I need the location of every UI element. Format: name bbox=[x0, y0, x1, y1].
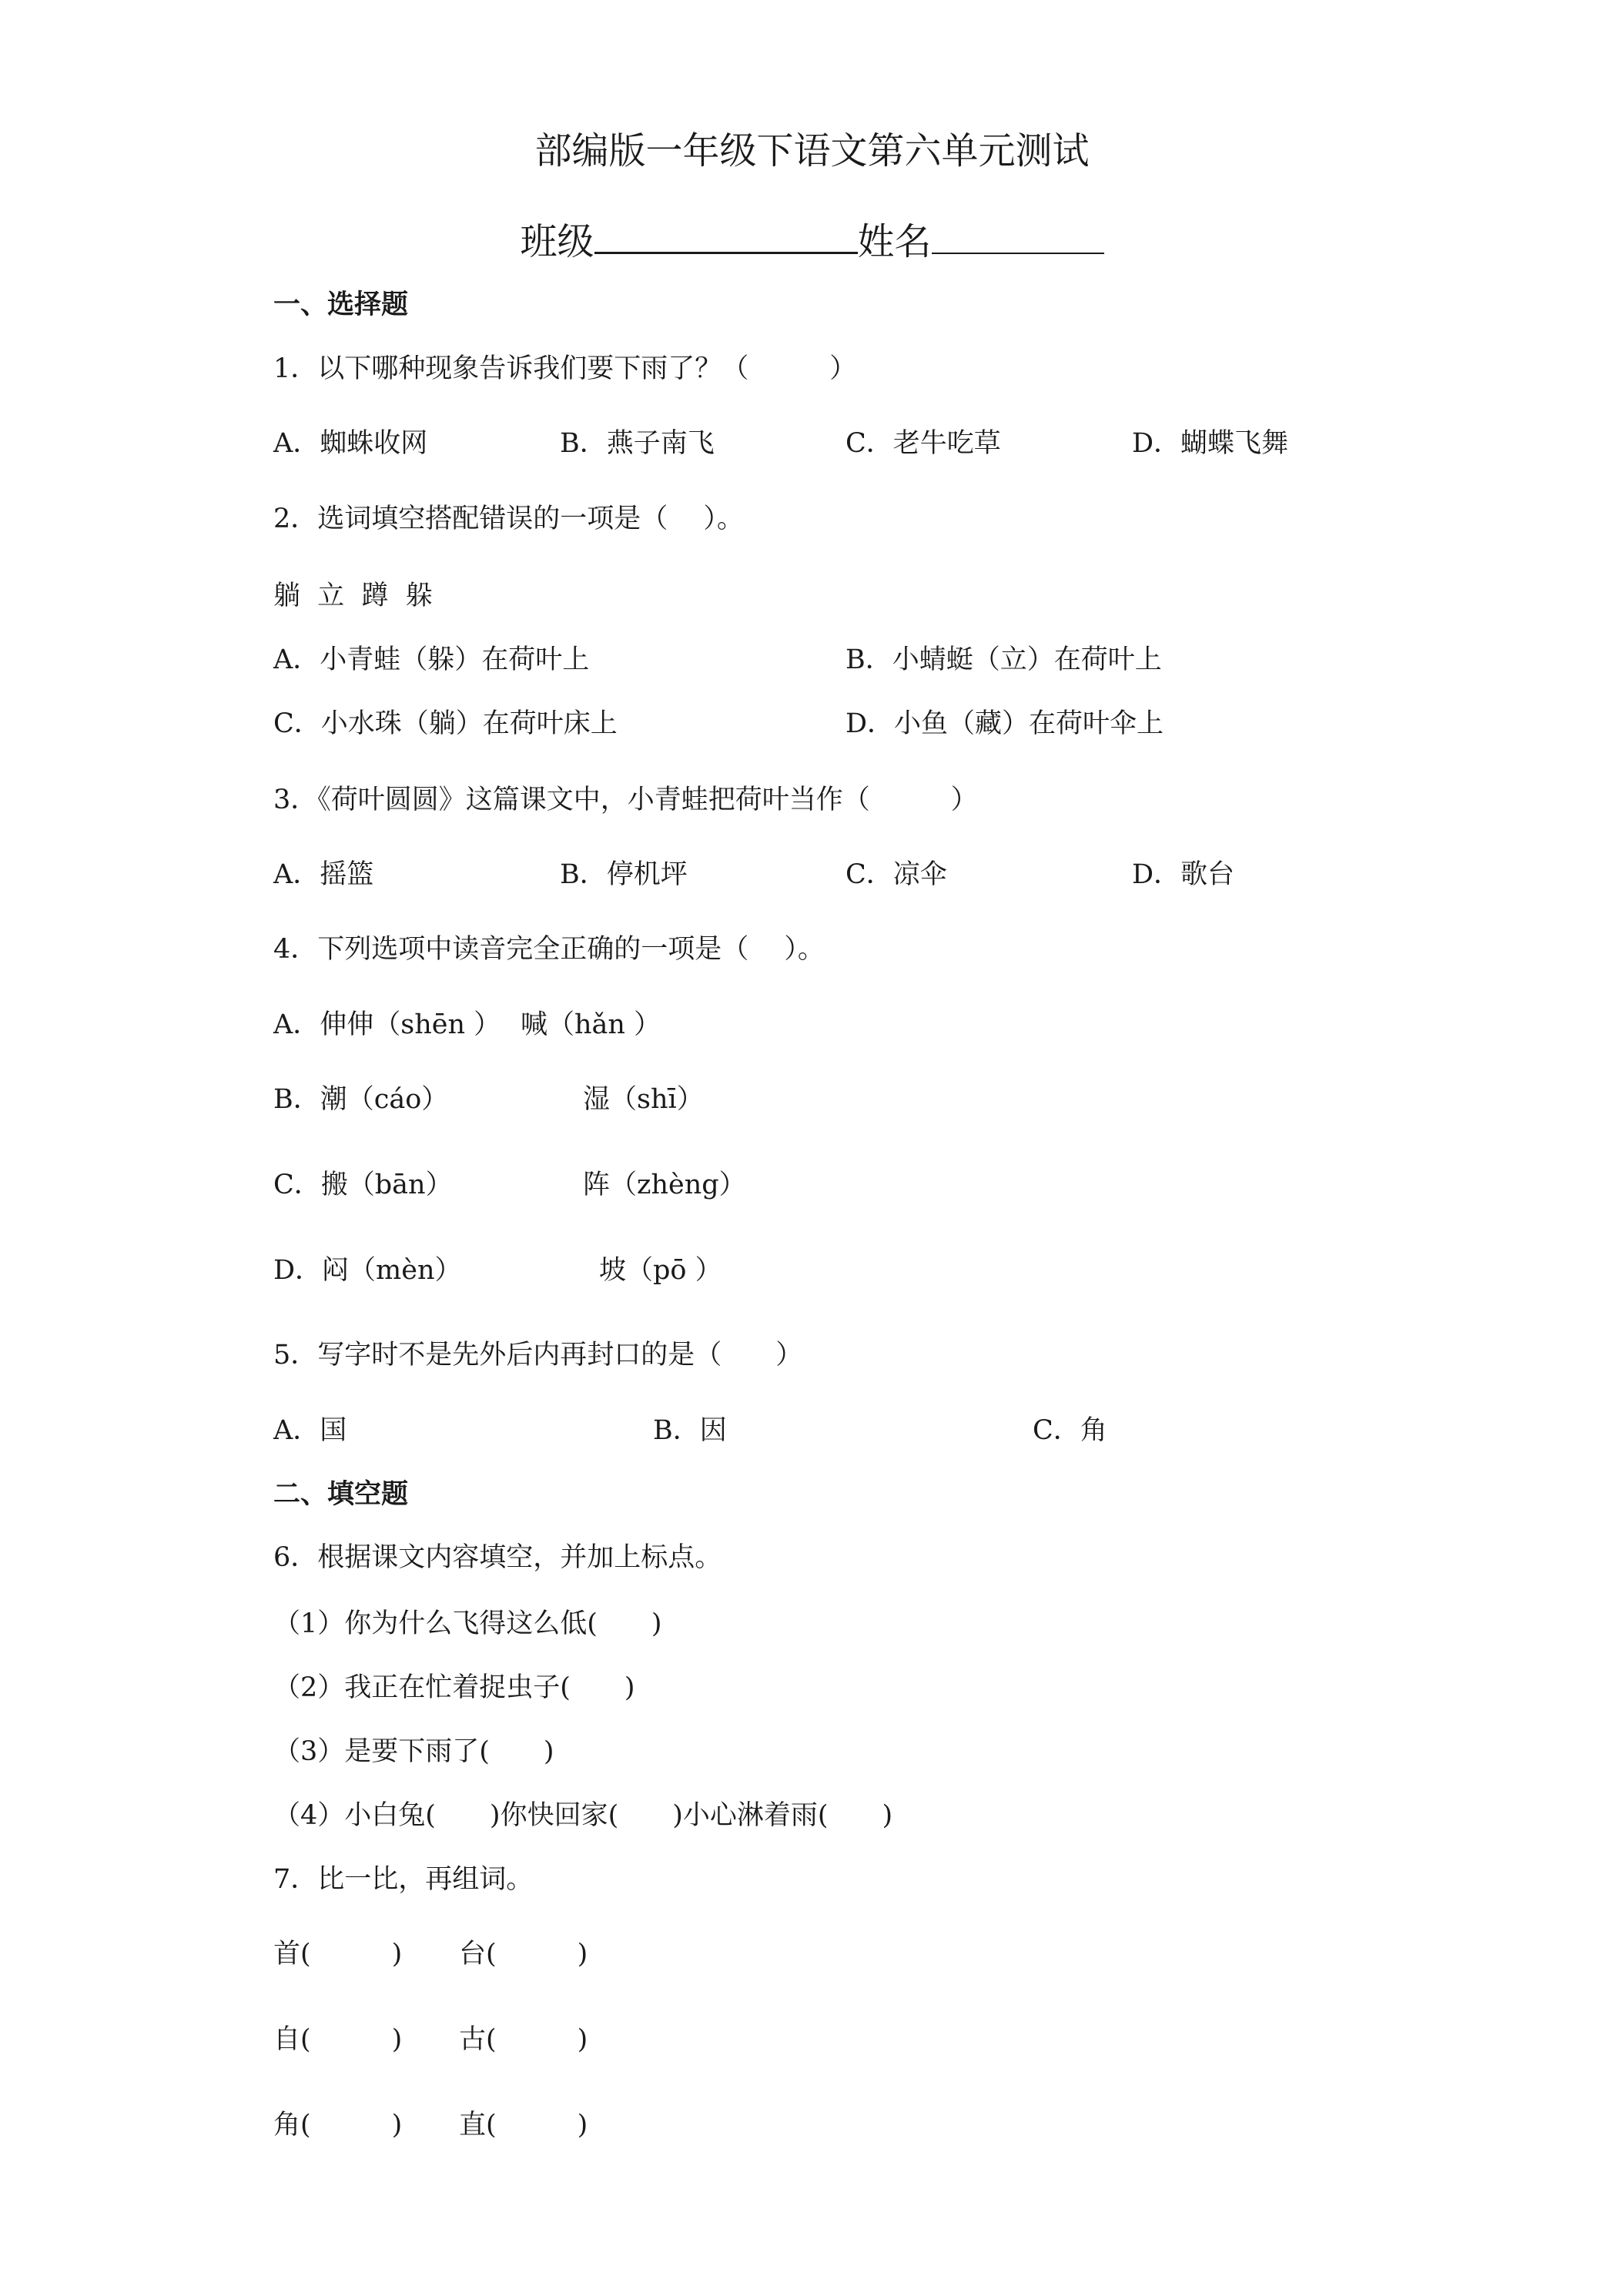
question-3-stem: 3．《荷叶圆圆》这篇课文中，小青蛙把荷叶当作（ ） bbox=[273, 785, 978, 815]
question-2-option-a[interactable]: A．小青蛙（躲）在荷叶上 bbox=[273, 644, 590, 675]
question-7-item-3a[interactable]: 角( ) bbox=[273, 2110, 403, 2140]
question-7-stem: 7．比一比，再组词。 bbox=[273, 1864, 534, 1895]
question-4-option-b-part2: 湿（shī） bbox=[583, 1084, 704, 1115]
question-6-item-4[interactable]: （4）小白兔( )你快回家( )小心淋着雨( ) bbox=[273, 1800, 893, 1831]
question-4-option-a-part1[interactable]: A．伸伸（shēn ） bbox=[273, 1009, 501, 1040]
question-2-word-bank: 躺 立 蹲 躲 bbox=[273, 581, 433, 611]
question-2-option-b[interactable]: B．小蜻蜓（立）在荷叶上 bbox=[845, 644, 1162, 675]
class-name-line bbox=[0, 220, 1624, 263]
question-1-option-b[interactable]: B．燕子南飞 bbox=[560, 428, 715, 459]
question-3-option-b[interactable]: B．停机坪 bbox=[560, 859, 688, 890]
question-4-stem: 4．下列选项中读音完全正确的一项是（ ）。 bbox=[273, 934, 825, 965]
question-7-item-1a[interactable]: 首( ) bbox=[273, 1939, 403, 1970]
name-blank[interactable] bbox=[932, 222, 1104, 254]
class-blank[interactable] bbox=[594, 221, 858, 254]
question-4-option-b-part1[interactable]: B．潮（cáo） bbox=[273, 1084, 449, 1115]
question-6-item-2[interactable]: （2）我正在忙着捉虫子( ) bbox=[273, 1672, 635, 1703]
question-4-option-d-part1[interactable]: D．闷（mèn） bbox=[273, 1255, 462, 1286]
question-5-option-b[interactable]: B．因 bbox=[653, 1415, 727, 1446]
question-7-item-2a[interactable]: 自( ) bbox=[273, 2024, 403, 2055]
question-7-item-3b[interactable]: 直( ) bbox=[459, 2110, 588, 2140]
question-2-option-d[interactable]: D．小鱼（藏）在荷叶伞上 bbox=[845, 708, 1164, 739]
question-1-stem: 1．以下哪种现象告诉我们要下雨了？（ ） bbox=[273, 353, 857, 384]
question-3-option-d[interactable]: D．歌台 bbox=[1132, 859, 1235, 890]
question-5-option-c[interactable]: C．角 bbox=[1033, 1415, 1107, 1446]
question-7-item-2b[interactable]: 古( ) bbox=[459, 2024, 588, 2055]
question-1-option-c[interactable]: C．老牛吃草 bbox=[845, 428, 1001, 459]
question-4-option-c-part1[interactable]: C．搬（bān） bbox=[273, 1170, 453, 1200]
class-label: 班级 bbox=[520, 220, 594, 263]
question-1-option-a[interactable]: A．蜘蛛收网 bbox=[273, 428, 428, 459]
question-4-option-a-part2: 喊（hǎn ） bbox=[521, 1009, 661, 1040]
section-heading-fill: 二、填空题 bbox=[273, 1478, 409, 1510]
question-6-item-1[interactable]: （1）你为什么飞得这么低( ) bbox=[273, 1608, 662, 1639]
question-6-item-3[interactable]: （3）是要下雨了( ) bbox=[273, 1736, 554, 1767]
section-heading-choice: 一、选择题 bbox=[273, 289, 409, 320]
question-3-option-c[interactable]: C．凉伞 bbox=[845, 859, 947, 890]
question-4-option-d-part2: 坡（pō ） bbox=[599, 1255, 722, 1286]
question-6-stem: 6．根据课文内容填空，并加上标点。 bbox=[273, 1542, 722, 1573]
question-7-item-1b[interactable]: 台( ) bbox=[459, 1939, 588, 1970]
question-5-option-a[interactable]: A．国 bbox=[273, 1415, 347, 1446]
question-3-option-a[interactable]: A．摇篮 bbox=[273, 859, 374, 890]
question-5-stem: 5．写字时不是先外后内再封口的是（ ） bbox=[273, 1340, 803, 1371]
page-title: 部编版一年级下语文第六单元测试 bbox=[534, 129, 1090, 172]
question-2-option-c[interactable]: C．小水珠（躺）在荷叶床上 bbox=[273, 708, 618, 739]
question-1-option-d[interactable]: D．蝴蝶飞舞 bbox=[1132, 428, 1289, 459]
question-2-stem: 2．选词填空搭配错误的一项是（ ）。 bbox=[273, 504, 744, 534]
name-label: 姓名 bbox=[857, 220, 932, 263]
question-4-option-c-part2: 阵（zhèng） bbox=[583, 1170, 746, 1200]
